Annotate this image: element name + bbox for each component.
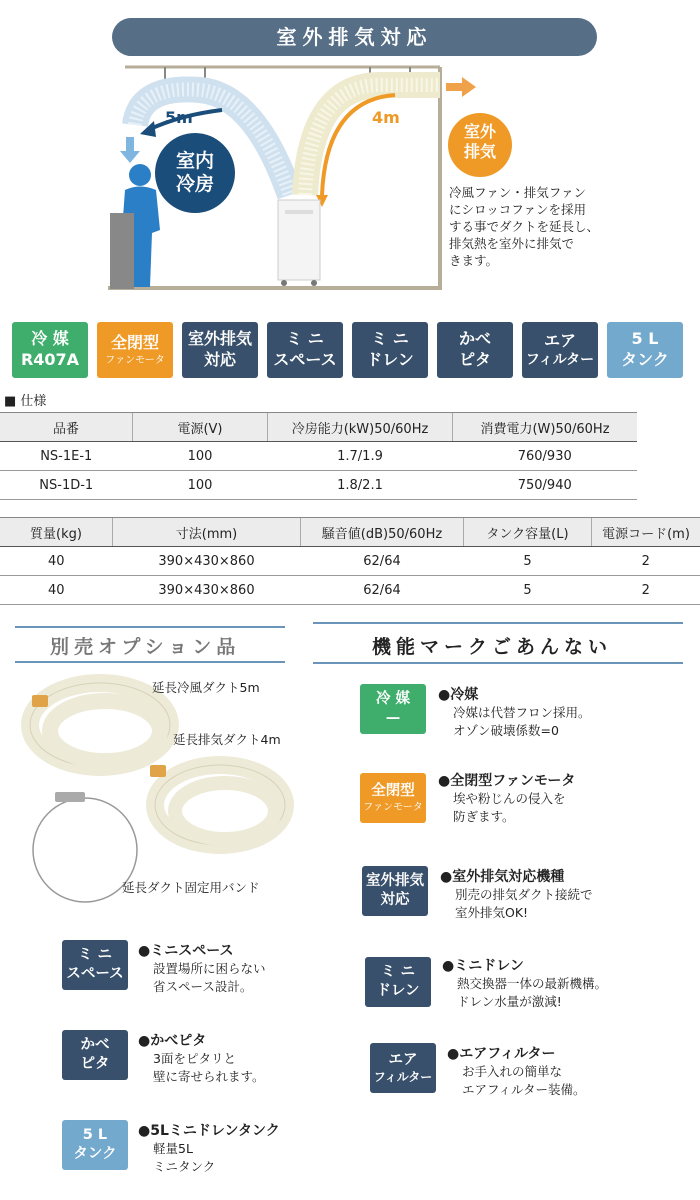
th-dimensions: 寸法(mm) xyxy=(113,518,301,547)
feature-badge-fan-motor: 全閉型 ファンモータ xyxy=(360,773,426,823)
feature-title-5l-tank: ●5Lミニドレンタンク xyxy=(138,1123,280,1139)
cell: 62/64 xyxy=(301,576,464,605)
options-title: 別売オプション品 xyxy=(50,636,241,658)
feature-title-fan-motor: ●全閉型ファンモータ xyxy=(438,773,576,789)
badge-fan-motor: 全閉型 ファンモータ xyxy=(97,322,173,378)
cell: 390×430×860 xyxy=(113,547,301,576)
option-exhaust-duct: 延長排気ダクト4m xyxy=(173,732,281,747)
distance-5m: 5m xyxy=(165,108,193,127)
th-cooling-capacity: 冷房能力(kW)50/60Hz xyxy=(268,413,453,442)
cell: 100 xyxy=(133,442,268,471)
feature-badge-mini-space: ミ ニ スペース xyxy=(62,940,128,990)
cell: 750/940 xyxy=(453,471,638,500)
spec-table-1 xyxy=(0,412,637,500)
spec-table-2 xyxy=(0,517,700,605)
cell: 62/64 xyxy=(301,547,464,576)
feature-desc-fan-motor: 埃や粉じんの侵入を 防ぎます。 xyxy=(453,791,566,824)
feature-desc-mini-space: 設置場所に困らない 省スペース設計。 xyxy=(153,961,266,994)
feature-title-kabepita: ●かべピタ xyxy=(138,1033,207,1049)
feature-title-refrigerant: ●冷媒 xyxy=(438,687,479,703)
table-row xyxy=(0,442,637,471)
badge-refrigerant: 冷 媒 R407A xyxy=(12,322,88,378)
feature-desc-5l-tank: 軽量5L ミニタンク xyxy=(153,1141,216,1174)
cell: 2 xyxy=(592,547,700,576)
distance-4m: 4m xyxy=(372,108,400,127)
feature-desc-air-filter: お手入れの簡単な エアフィルター装備。 xyxy=(462,1064,586,1097)
cell: NS-1E-1 xyxy=(0,442,133,471)
features-rule-top xyxy=(313,622,683,624)
cell: NS-1D-1 xyxy=(0,471,133,500)
options-rule-bottom xyxy=(15,661,285,663)
feature-badge-refrigerant: 冷 媒 — xyxy=(360,684,426,734)
cell: 390×430×860 xyxy=(113,576,301,605)
feature-title-outdoor-exhaust: ●室外排気対応機種 xyxy=(440,869,565,885)
banner-title: 室外排気対応 xyxy=(112,18,597,56)
th-power-cord: 電源コード(m) xyxy=(592,518,700,547)
th-noise: 騒音値(dB)50/60Hz xyxy=(301,518,464,547)
feature-desc-outdoor-exhaust: 別売の排気ダクト接続で 室外排気OK! xyxy=(455,887,593,920)
cell: 760/930 xyxy=(453,442,638,471)
th-power-consumption: 消費電力(W)50/60Hz xyxy=(453,413,638,442)
badge-air-filter: エア フィルター xyxy=(522,322,598,378)
option-duct-band: 延長ダクト固定用バンド xyxy=(122,880,260,895)
feature-badge-outdoor-exhaust: 室外排気 対応 xyxy=(362,866,428,916)
badge-mini-space: ミ ニ スペース xyxy=(267,322,343,378)
cell: 40 xyxy=(0,547,113,576)
diagram-description: 冷風ファン・排気ファン にシロッコファンを採用 する事でダクトを延長し、 排気熱を室外に排気で きます。 xyxy=(449,185,600,268)
feature-desc-refrigerant: 冷媒は代替フロン採用。 オゾン破壊係数=0 xyxy=(453,705,591,738)
feature-badge-kabepita: かべ ピタ xyxy=(62,1030,128,1080)
features-title: 機能マークごあんない xyxy=(372,636,613,658)
table-row xyxy=(0,471,637,500)
badge-kabepita: かべ ピタ xyxy=(437,322,513,378)
th-power-supply: 電源(V) xyxy=(133,413,268,442)
bubble-outdoor: 室外 排気 xyxy=(463,122,496,161)
feature-desc-kabepita: 3面をピタリと 壁に寄せられます。 xyxy=(153,1051,265,1084)
table-row xyxy=(0,576,700,605)
cell: 100 xyxy=(133,471,268,500)
features-rule-bottom xyxy=(313,662,683,664)
options-rule-top xyxy=(15,626,285,628)
badge-mini-drain: ミ ニ ドレン xyxy=(352,322,428,378)
spec-label: ■ 仕様 xyxy=(4,394,47,409)
badge-outdoor-exhaust: 室外排気 対応 xyxy=(182,322,258,378)
bubble-indoor: 室内 冷房 xyxy=(175,150,214,195)
cell: 5 xyxy=(464,547,592,576)
cell: 1.7/1.9 xyxy=(268,442,453,471)
feature-title-mini-space: ●ミニスペース xyxy=(138,943,234,959)
th-tank-capacity: タンク容量(L) xyxy=(464,518,592,547)
feature-title-air-filter: ●エアフィルター xyxy=(447,1046,556,1062)
option-cool-duct: 延長冷風ダクト5m xyxy=(152,680,260,695)
th-mass: 質量(kg) xyxy=(0,518,113,547)
table-row xyxy=(0,547,700,576)
feature-title-mini-drain: ●ミニドレン xyxy=(442,958,524,974)
badge-5l-tank: 5 L タンク xyxy=(607,322,683,378)
cell: 2 xyxy=(592,576,700,605)
cell: 40 xyxy=(0,576,113,605)
feature-badge-air-filter: エア フィルター xyxy=(370,1043,436,1093)
feature-desc-mini-drain: 熱交換器一体の最新機構。 ドレン水量が激減! xyxy=(457,976,608,1009)
cell: 5 xyxy=(464,576,592,605)
feature-badge-mini-drain: ミ ニ ドレン xyxy=(365,957,431,1007)
feature-badge-5l-tank: 5 L タンク xyxy=(62,1120,128,1170)
cell: 1.8/2.1 xyxy=(268,471,453,500)
th-model: 品番 xyxy=(0,413,133,442)
